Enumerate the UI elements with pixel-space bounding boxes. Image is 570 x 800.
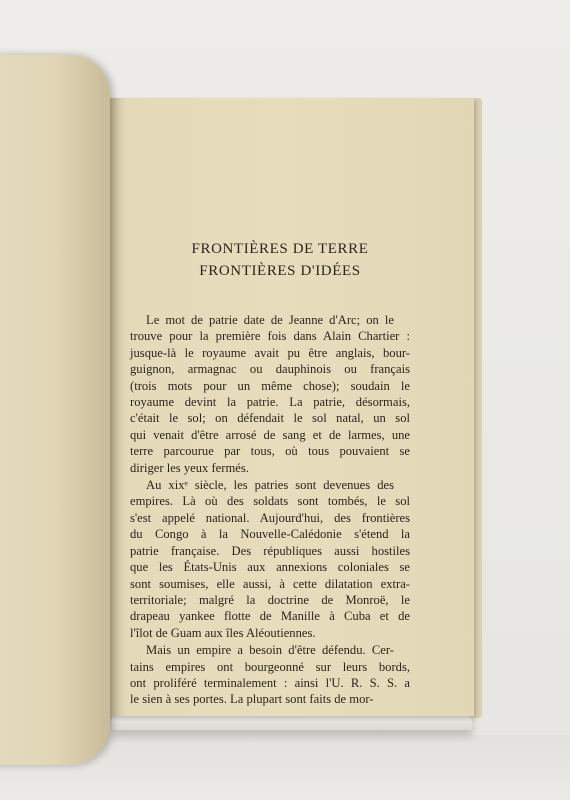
text-line: l'îlot de Guam aux îles Aléoutiennes. — [130, 625, 316, 640]
chapter-title — [140, 238, 420, 282]
chapter-title-line-2: FRONTIÈRES D'IDÉES — [199, 263, 361, 279]
text-line: guignon, armagnac ou dauphinois ou français — [130, 362, 410, 377]
text-line: territoriale; malgré la doctrine de Monroë, le — [130, 592, 410, 607]
text-line: Le mot de patrie date de Jeanne d'Arc; on le — [146, 313, 394, 327]
text-line: empires. Là où des soldats sont tombés, le sol — [130, 494, 410, 509]
text-line: terre parcourue par tous, où tous pouvaient se — [130, 444, 410, 459]
paragraph — [130, 642, 410, 708]
text-line: que les États-Unis aux annexions coloniales se — [130, 560, 410, 575]
left-page-curl — [0, 55, 110, 765]
body-text — [130, 312, 410, 708]
text-line: le sien à ses portes. La plupart sont faits de mor- — [130, 692, 374, 707]
text-line: patrie française. Des républiques aussi hostiles — [130, 543, 410, 558]
chapter-title-line-1: FRONTIÈRES DE TERRE — [191, 241, 369, 257]
text-line: diriger les yeux fermés. — [130, 460, 249, 475]
text-line: royaume devint la patrie. La patrie, désormais, — [130, 395, 410, 410]
text-line: Au xixᵉ siècle, les patries sont devenues des — [146, 478, 394, 493]
paragraph — [130, 312, 410, 476]
text-line: c'était le sol; on défendait le sol natal, un sol — [130, 411, 410, 426]
text-line: qui venait d'être arrosé de sang et de larmes, une — [130, 427, 410, 442]
text-line: ont proliféré terminalement : ainsi l'U. R. S. S. a — [130, 675, 410, 690]
text-line: trouve pour la première fois dans Alain Chartier : — [130, 329, 410, 344]
text-line: s'est appelé national. Aujourd'hui, des frontières — [130, 510, 410, 525]
text-line: Mais un empire a besoin d'être défendu. Cer- — [146, 643, 394, 658]
text-line: (trois mots pour un même chose); soudain le — [130, 378, 410, 393]
text-line: sont soumises, elle aussi, à cette dilatation extra- — [130, 576, 410, 591]
paragraph — [130, 477, 410, 641]
text-line: drapeau yankee flotte de Manille à Cuba et de — [130, 609, 410, 624]
text-line: jusque-là le royaume avait pu être anglais, bour- — [130, 345, 410, 360]
text-line: tains empires ont bourgeonné sur leurs bords, — [130, 659, 410, 674]
text-line: du Congo à la Nouvelle-Calédonie s'étend la — [130, 527, 410, 542]
